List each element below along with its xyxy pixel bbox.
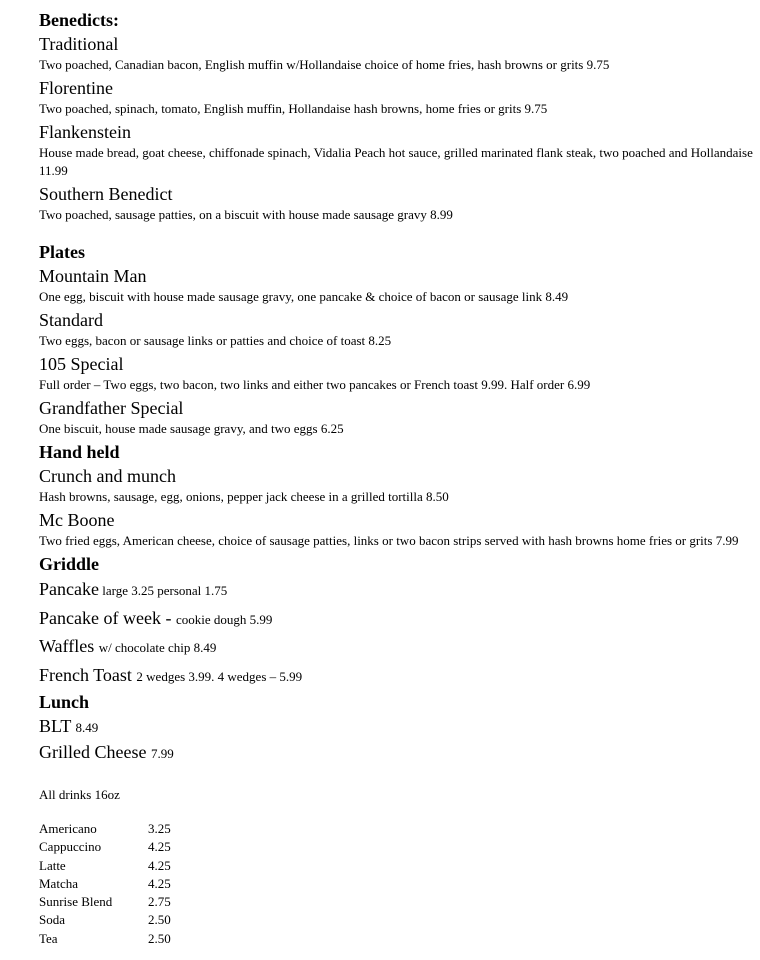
item-name: Pancake (39, 579, 99, 599)
section-title-benedicts: Benedicts: (39, 10, 119, 30)
item-name: Standard (39, 310, 103, 330)
drink-name: Tea (39, 930, 58, 946)
section-plates (39, 240, 755, 438)
item-description: Full order – Two eggs, two bacon, two links and either two pancakes or French toast 9.99. Half order 6.99 (39, 377, 591, 392)
drinks-note: All drinks 16oz (39, 787, 120, 802)
item-name: Grilled Cheese (39, 742, 151, 762)
drink-row (39, 820, 755, 838)
menu-document (39, 8, 755, 948)
item-name: Traditional (39, 34, 119, 54)
item-detail: 2 wedges 3.99. 4 wedges – 5.99 (136, 668, 303, 684)
item-description: Two poached, Canadian bacon, English muffin w/Hollandaise choice of home fries, hash browns or grits 9.75 (39, 57, 610, 72)
item-detail: cookie dough 5.99 (175, 611, 273, 627)
drink-price: 4.25 (148, 875, 171, 891)
section-drinks (39, 786, 755, 948)
drinks-table (39, 820, 755, 948)
item-name: BLT (39, 716, 76, 736)
item-name: Florentine (39, 78, 113, 98)
griddle-item (39, 605, 755, 634)
item-name: Waffles (39, 636, 99, 656)
section-benedicts (39, 8, 755, 224)
item-name: Mc Boone (39, 510, 115, 530)
drink-price: 2.50 (148, 930, 171, 946)
item-description: One biscuit, house made sausage gravy, and two eggs 6.25 (39, 421, 344, 436)
drink-row (39, 875, 755, 893)
section-lunch (39, 690, 755, 766)
drink-name: Americano (39, 821, 97, 836)
section-griddle (39, 552, 755, 690)
drink-row (39, 838, 755, 856)
item-name: Southern Benedict (39, 184, 173, 204)
item-name: Pancake of week - (39, 607, 176, 628)
item-description: Two poached, sausage patties, on a biscuit with house made sausage gravy 8.99 (39, 207, 453, 222)
item-description: House made bread, goat cheese, chiffonade spinach, Vidalia Peach hot sauce, grilled marinated flank steak, two poached and Hollandaise 11.99 (39, 145, 753, 178)
item-description: Two poached, spinach, tomato, English muffin, Hollandaise hash browns, home fries or grits 9.75 (39, 101, 548, 116)
lunch-item (39, 740, 755, 766)
item-detail: large 3.25 personal 1.75 (98, 583, 228, 598)
drink-row (39, 911, 755, 929)
drink-name: Matcha (39, 875, 78, 891)
drink-name: Cappuccino (39, 839, 102, 855)
item-name: 105 Special (39, 354, 124, 374)
item-description: Hash browns, sausage, egg, onions, pepper jack cheese in a grilled tortilla 8.50 (39, 489, 449, 504)
item-name: Mountain Man (39, 266, 147, 286)
drink-price: 3.25 (148, 821, 171, 836)
lunch-item (39, 714, 755, 740)
drink-row (39, 930, 755, 948)
item-name: Flankenstein (39, 122, 131, 142)
drink-name: Soda (39, 912, 65, 928)
item-description: Two fried eggs, American cheese, choice of sausage patties, links or two bacon strips served with hash browns home fries or grits 7.99 (39, 533, 739, 548)
item-name: Crunch and munch (39, 466, 176, 486)
griddle-item (39, 633, 755, 662)
item-detail: w/ chocolate chip 8.49 (98, 640, 217, 655)
drink-name: Sunrise Blend (39, 894, 113, 910)
griddle-item (39, 576, 755, 605)
drink-price: 4.25 (148, 857, 171, 873)
griddle-item (39, 662, 755, 691)
item-name: French Toast (39, 664, 137, 685)
section-title-plates: Plates (39, 242, 85, 262)
drink-row (39, 893, 755, 911)
item-price: 8.49 (75, 720, 99, 735)
item-description: One egg, biscuit with house made sausage gravy, one pancake & choice of bacon or sausage link 8.49 (39, 289, 569, 304)
section-hand-held (39, 440, 755, 550)
section-title-griddle: Griddle (39, 554, 100, 574)
drink-row (39, 857, 755, 875)
item-name: Grandfather Special (39, 398, 184, 418)
drink-price: 4.25 (148, 839, 171, 855)
section-title-hand-held: Hand held (39, 442, 120, 462)
item-description: Two eggs, bacon or sausage links or patties and choice of toast 8.25 (39, 333, 392, 348)
drink-price: 2.75 (148, 894, 171, 910)
section-title-lunch: Lunch (39, 692, 90, 712)
item-price: 7.99 (150, 746, 174, 761)
drink-price: 2.50 (148, 912, 171, 928)
drink-name: Latte (39, 857, 66, 873)
